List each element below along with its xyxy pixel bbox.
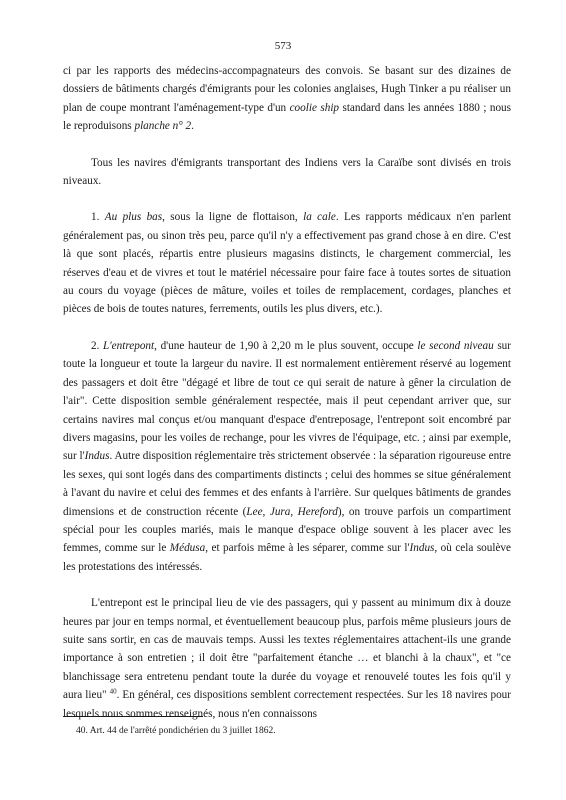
italic-text: Au plus bas bbox=[104, 211, 163, 224]
footnote: 40. Art. 44 de l'arrêté pondichérien du 3 juillet 1862. bbox=[76, 726, 276, 736]
page-number: 573 bbox=[274, 40, 292, 52]
paragraph bbox=[63, 208, 511, 318]
paragraph bbox=[63, 337, 511, 576]
italic-text: Médusa bbox=[169, 542, 206, 555]
text-run: L'entrepont est le principal lieu de vie des passagers, qui y passent au minimum dix à douze heures par jour en temps normal, et éventuellement beaucoup plus, parfois même plusieurs jours de suite sans sortir, en cas de mauvais temps. Aussi les textes réglementaires attachent-ils une grande importance à son entretien ; il doit être "parfaitement étanche … et blanchi à la chaux", et "ce blanchissage sera entretenu pendant toute la durée du voyage et renouvelé toutes les fois qu'il y aura lieu" bbox=[63, 597, 511, 702]
italic-text: coolie ship bbox=[289, 101, 340, 114]
paragraph bbox=[63, 62, 511, 136]
text-run: . Autre disposition réglementaire très strictement observée : la séparation rigoureuse entre les sexes, qui sont logés dans des compartiments distincts ; celui des hommes se situe généralement à l'avant du navire et celui des femmes et des enfants à l'arrière. Sur quelques bâtiments de grandes dimensions et de construction récente ( bbox=[63, 450, 511, 518]
text-run: , où cela soulève les protestations des intéressés. bbox=[63, 542, 511, 573]
text-run: ), on trouve parfois un compartiment spécial pour les couples mariés, mais le manque d'espace oblige souvent à les placer avec les femmes, comme sur le bbox=[63, 505, 512, 555]
text-run: Tous les navires d'émigrants transportant des Indiens vers la Caraïbe sont divisés en trois niveaux. bbox=[63, 156, 511, 188]
italic-text: planche n° 2 bbox=[134, 120, 192, 133]
italic-text: le second niveau bbox=[417, 339, 494, 352]
text-run: sur toute la longueur et toute la largeur du navire. Il est normalement entièrement réservé au logement des passagers et doit être "dégagé et libre de tout ce qui serait de nature à gêner la circulation de l'air". Cette disposition semble généralement respectée, mais il peut cependant arriver que, sur certains navires mal conçus et/ou manquant d'espace d'entreposage, l'entrepont soit encombré par divers magasins, pour les voiles de rechange, pour les vivres de l'équipage, etc. ; ainsi par exemple, sur l' bbox=[63, 339, 511, 463]
paragraph bbox=[63, 594, 511, 723]
text-run: . En général, ces dispositions semblent correctement respectées. Sur les 18 navires pour lesquels nous sommes renseignés, nous n'en connaissons bbox=[63, 689, 511, 720]
text-run: ci par les rapports des médecins-accompagnateurs des convois. Se basant sur des dizaines de dossiers de bâtiments chargés d'émigrants pour les colonies anglaises, Hugh Tinker a pu réaliser un plan de coupe montrant l'aménagement-type d'un bbox=[63, 65, 511, 114]
main-text bbox=[63, 62, 511, 741]
footnote-separator bbox=[63, 716, 203, 717]
text-run: , d'une hauteur de 1,90 à 2,20 m le plus souvent, occupe bbox=[154, 339, 418, 352]
text-run: . Les rapports médicaux n'en parlent généralement pas, ou sinon très peu, parce qu'il n'y a effectivement pas grand chose à en dire. C'est là que sont placés, répartis entre plusieurs magasins distincts, le chargement commercial, les réserves d'eau et de vivres et tout le matériel nécessaire pour faire face à toutes sortes de situation au cours du voyage (pièces de mâture, voiles et toiles de remplacement, cordages, planches et pièces de bois de toutes natures, ferrements, outils les plus divers, etc.). bbox=[63, 211, 512, 316]
text-run: standard dans les années 1880 ; nous le reproduisons bbox=[63, 101, 511, 133]
italic-text: Indus bbox=[84, 450, 110, 463]
footnote-ref: 40 bbox=[109, 687, 117, 696]
text-run: . bbox=[191, 120, 194, 133]
text-run: 1. bbox=[91, 211, 105, 224]
text-run: , sous la ligne de flottaison, bbox=[162, 211, 304, 224]
text-run: , et parfois même à les séparer, comme sur l' bbox=[205, 542, 410, 555]
italic-text: la cale bbox=[303, 211, 336, 224]
italic-text: Indus bbox=[409, 542, 435, 555]
text-run: 2. bbox=[91, 339, 104, 352]
paragraph bbox=[63, 154, 511, 191]
italic-text: L'entrepont bbox=[103, 339, 155, 352]
italic-text: Lee, Jura, Hereford bbox=[246, 505, 338, 518]
